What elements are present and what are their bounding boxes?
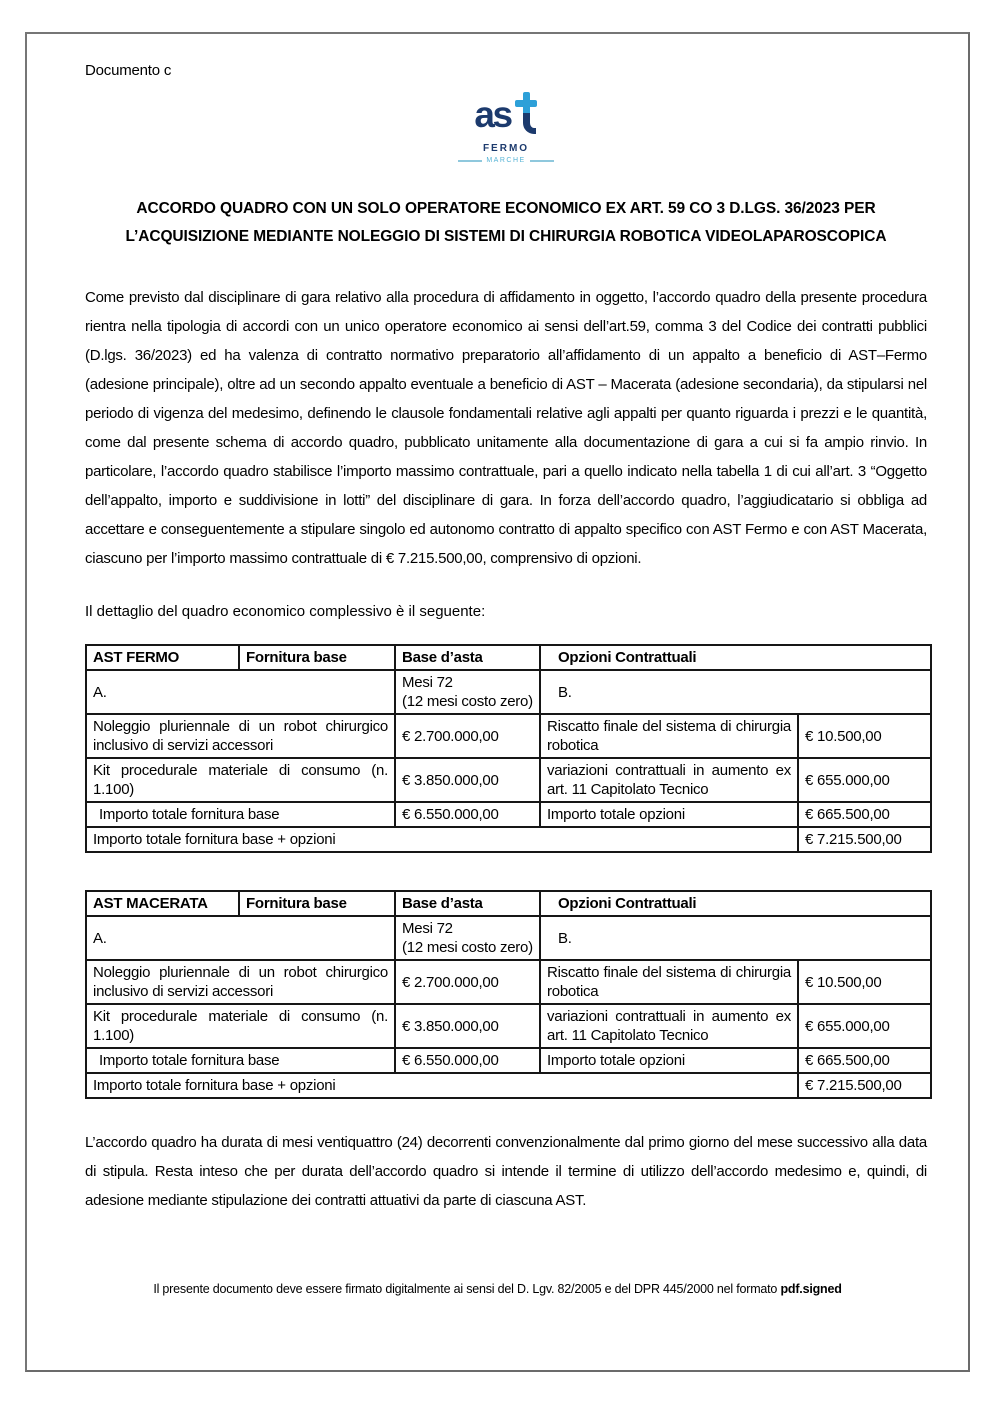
mesi-line-1: Mesi 72: [402, 674, 453, 691]
footer-text: Il presente documento deve essere firmato digitalmente ai sensi del D. Lgv. 82/2005 e del DPR 445/2000 nel formato: [153, 1282, 781, 1296]
item-option-desc-cell: variazioni contrattuali in aumento ex art. 11 Capitolato Tecnico: [540, 758, 798, 802]
item-base-cell: € 3.850.000,00: [395, 1004, 540, 1048]
item-base-cell: € 2.700.000,00: [395, 960, 540, 1004]
footer-format-label: pdf.signed: [780, 1282, 842, 1296]
logo-t-plus-icon: [513, 90, 538, 140]
table-section-row: [86, 916, 931, 960]
item-desc-cell: Noleggio pluriennale di un robot chirurgico inclusivo di servizi accessori: [86, 714, 395, 758]
total-options-label-cell: Importo totale opzioni: [540, 802, 798, 827]
header-cell-fornitura-base: Fornitura base: [239, 891, 395, 916]
item-desc-cell: Kit procedurale materiale di consumo (n. 1.100): [86, 1004, 395, 1048]
plus-horizontal-bar: [515, 100, 537, 107]
mesi-line-1: Mesi 72: [402, 920, 453, 937]
page-content: [27, 34, 968, 1370]
grand-total-value-cell: € 7.215.500,00: [798, 1073, 931, 1098]
header-cell-base-asta: Base d’asta: [395, 891, 540, 916]
mesi-cell: [395, 670, 540, 714]
ast-macerata-table: [85, 890, 932, 1099]
document-title: [85, 195, 927, 251]
section-b-cell: B.: [540, 916, 931, 960]
item-option-desc-cell: Riscatto finale del sistema di chirurgia robotica: [540, 714, 798, 758]
logo-wordmark: [458, 90, 553, 140]
grand-total-value-cell: € 7.215.500,00: [798, 827, 931, 852]
total-base-cell: € 6.550.000,00: [395, 802, 540, 827]
item-option-value-cell: € 10.500,00: [798, 714, 931, 758]
t-hook-shape: [523, 113, 536, 134]
item-option-value-cell: € 655.000,00: [798, 1004, 931, 1048]
total-label-cell: Importo totale fornitura base: [86, 802, 395, 827]
logo-region-label: FERMO: [482, 143, 530, 154]
table-row: [86, 758, 931, 802]
ast-fermo-logo: [458, 90, 553, 164]
total-label-cell: Importo totale fornitura base: [86, 1048, 395, 1073]
paragraph-intro-tabelle: Il dettaglio del quadro economico complessivo è il seguente:: [85, 603, 486, 620]
footer-note: [27, 1282, 968, 1296]
header-cell-entity: AST FERMO: [86, 645, 239, 670]
item-desc-cell: Kit procedurale materiale di consumo (n. 1.100): [86, 758, 395, 802]
section-a-cell: A.: [86, 916, 395, 960]
title-line-2: L’ACQUISIZIONE MEDIANTE NOLEGGIO DI SISTEMI DI CHIRURGIA ROBOTICA VIDEOLAPAROSCOPICA: [125, 228, 887, 245]
mesi-cell: [395, 916, 540, 960]
table-total-row: [86, 802, 931, 827]
title-line-1: ACCORDO QUADRO CON UN SOLO OPERATORE ECONOMICO EX ART. 59 CO 3 D.LGS. 36/2023 PER: [136, 200, 876, 217]
table-header-row: [86, 891, 931, 916]
total-options-value-cell: € 665.500,00: [798, 1048, 931, 1073]
item-desc-cell: Noleggio pluriennale di un robot chirurgico inclusivo di servizi accessori: [86, 960, 395, 1004]
page-frame: [25, 32, 970, 1372]
ast-fermo-table: [85, 644, 932, 853]
header-cell-opzioni: Opzioni Contrattuali: [540, 645, 931, 670]
item-option-desc-cell: variazioni contrattuali in aumento ex art. 11 Capitolato Tecnico: [540, 1004, 798, 1048]
table-header-row: [86, 645, 931, 670]
item-option-desc-cell: Riscatto finale del sistema di chirurgia robotica: [540, 960, 798, 1004]
item-option-value-cell: € 10.500,00: [798, 960, 931, 1004]
header-cell-base-asta: Base d’asta: [395, 645, 540, 670]
mesi-line-2: (12 mesi costo zero): [402, 693, 533, 710]
item-base-cell: € 2.700.000,00: [395, 714, 540, 758]
header-cell-fornitura-base: Fornitura base: [239, 645, 395, 670]
logo-subregion-label: MARCHE: [486, 157, 526, 164]
table-total-row: [86, 1048, 931, 1073]
document-label: Documento c: [85, 62, 172, 79]
logo-dash-right: [530, 160, 554, 162]
header-cell-opzioni: Opzioni Contrattuali: [540, 891, 931, 916]
header-cell-entity: AST MACERATA: [86, 891, 239, 916]
grand-total-label-cell: Importo totale fornitura base + opzioni: [86, 827, 798, 852]
paragraph-premessa: Come previsto dal disciplinare di gara relativo alla procedura di affidamento in oggetto, l’accordo quadro della presente procedura rientra nella tipologia di accordi con un unico operatore economico ai sensi dell’art.59, comma 3 del Codice dei contratti pubblici (D.lgs. 36/2023) ed ha valenza di contratto normativo preparatorio all’affidamento di un appalto a beneficio di AST–Fermo (adesione principale), oltre ad un secondo appalto eventuale a beneficio di AST – Macerata (adesione secondaria), da stipularsi nel periodo di vigenza del medesimo, definendo le clausole fondamentali relative agli appalti per quanto riguarda i prezzi e le quantità, come dal presente schema di accordo quadro, pubblicato unitamente alla documentazione di gara a cui si fa ampio rinvio. In particolare, l’accordo quadro stabilisce l’importo massimo contrattuale, pari a quello indicato nella tabella 1 di cui all’art. 3 “Oggetto dell’appalto, importo e suddivisione in lotti” del disciplinare di gara. In forza dell’accordo quadro, l’aggiudicatario si obbliga ad accettare e conseguentemente a stipulare singolo ed autonomo contratto di appalto specifico con AST Fermo e con AST Macerata, ciascuno per l’importo massimo contrattuale di € 7.215.500,00, comprensivo di opzioni.: [85, 289, 927, 567]
table-section-row: [86, 670, 931, 714]
total-options-label-cell: Importo totale opzioni: [540, 1048, 798, 1073]
total-options-value-cell: € 665.500,00: [798, 802, 931, 827]
section-b-cell: B.: [540, 670, 931, 714]
table-row: [86, 714, 931, 758]
table-row: [86, 960, 931, 1004]
mesi-line-2: (12 mesi costo zero): [402, 939, 533, 956]
paragraph-durata: L’accordo quadro ha durata di mesi ventiquattro (24) decorrenti convenzionalmente dal primo giorno del mese successivo alla data di stipula. Resta inteso che per durata dell’accordo quadro si intende il termine di utilizzo dell’accordo medesimo e, quindi, di adesione mediante stipulazione dei contratti attuativi da parte di ciascuna AST.: [85, 1134, 927, 1209]
table-grand-total-row: [86, 827, 931, 852]
grand-total-label-cell: Importo totale fornitura base + opzioni: [86, 1073, 798, 1098]
total-base-cell: € 6.550.000,00: [395, 1048, 540, 1073]
logo-subregion-row: [458, 157, 553, 164]
table-row: [86, 1004, 931, 1048]
table-grand-total-row: [86, 1073, 931, 1098]
section-a-cell: A.: [86, 670, 395, 714]
logo-dash-left: [458, 160, 482, 162]
logo-as-text: as: [474, 94, 511, 135]
item-option-value-cell: € 655.000,00: [798, 758, 931, 802]
item-base-cell: € 3.850.000,00: [395, 758, 540, 802]
